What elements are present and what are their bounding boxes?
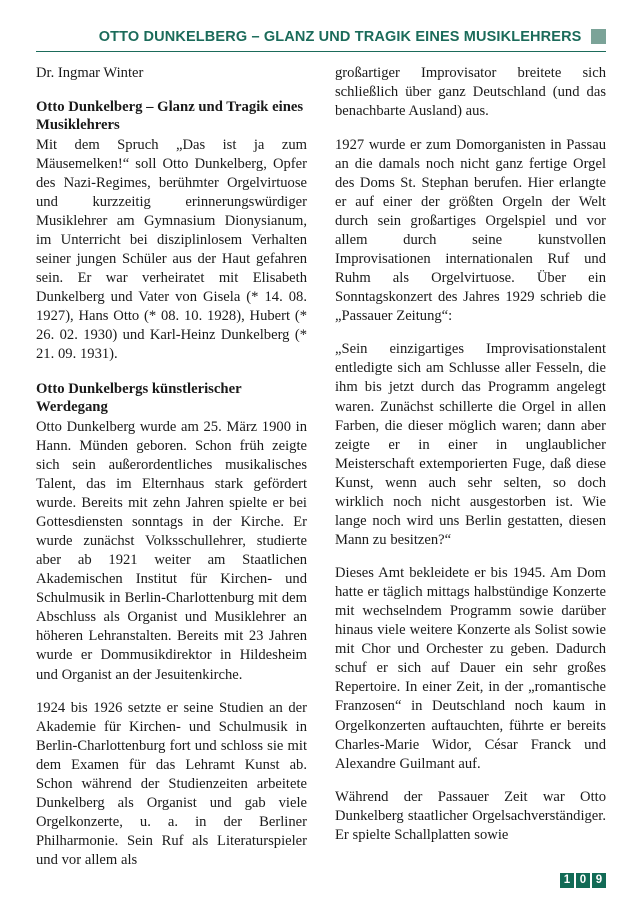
paragraph-left-2: Otto Dunkelberg wurde am 25. März 1900 in Hann. Münden geboren. Schon früh zeigte sich sein außerordentliches musikalisches Talent, das im Elternhaus stark gefördert wurde. Bereits mit zehn Jahren spielte er bei Gottesdiensten sonntags in der Kirche. Er wurde zunächst Volksschullehrer, studierte aber ab 1921 weiter am Staatlichen Akademischen Institut für Kirchen- und Schulmusik in Berlin-Charlottenburg mit dem Abschluss als Organist und Musiklehrer an höheren Lehranstalten. Bereits mit 23 Jahren wurde er Dommusikdirektor in Hildesheim und Organist an der Jesuitenkirche. bbox=[36, 419, 307, 683]
blockquote-passauer-zeitung: „Sein einzigartiges Improvisationstalent entledigte sich am Schlusse aller Fesseln, die ihm bis jetzt durch das Programm angelegt waren. Zunächst schillerte die Orgel in allen Farben, die dieser möglich waren; dann aber zeigte er in einer in unglaublicher Meisterschaft extemporierten Fuge, daß diese Kunst, wenn auch sehr selten, so doch wirklich noch nicht ausgestorben ist. Wie lange noch wird uns Berlin gestatten, diesen Mann zu besitzen?“ bbox=[335, 341, 606, 548]
section-heading-1: Otto Dunkelberg – Glanz und Tragik eines Musiklehrers bbox=[36, 98, 304, 133]
page-title: OTTO DUNKELBERG – GLANZ UND TRAGIK EINES MUSIKLEHRERS bbox=[99, 27, 582, 45]
folio-digit-ones: 9 bbox=[592, 873, 606, 888]
paragraph-right-3: Dieses Amt bekleidete er bis 1945. Am Dom hatte er täglich mittags halbstündige Konzerte mit wechselndem Programm sowie darüber hinaus viele weitere Konzerte als Solist sowie mit Chor und Orchester zu geben. Dadurch schuf er sich auf Dauer ein sehr großes Repertoire. In einer Zeit, in der „romantische Franzosen“ in Deutschland noch kaum in Orgelkonzerten auftauchten, führte er bereits Charles-Marie Widor, César Franck und Alexandre Guilmant auf. bbox=[335, 565, 606, 772]
column-right bbox=[335, 64, 606, 845]
paragraph-right-4: Während der Passauer Zeit war Otto Dunkelberg staatlicher Orgelsachverständiger. Er spielte Schallplatten sowie bbox=[335, 789, 606, 844]
author-byline: Dr. Ingmar Winter bbox=[36, 65, 144, 81]
header-line bbox=[36, 26, 606, 46]
column-left bbox=[36, 64, 307, 870]
header-square-marker bbox=[591, 29, 606, 44]
article-body bbox=[36, 64, 606, 869]
section-heading-2: Otto Dunkelbergs künstlerischer Werdegang bbox=[36, 381, 242, 416]
folio-digit-tens: 0 bbox=[576, 873, 590, 888]
paragraph-left-3: 1924 bis 1926 setzte er seine Studien an der Akademie für Kirchen- und Schulmusik in Berlin-Charlottenburg fort und schloss sie mit dem Examen für das Lehramt Kunst ab. Schon während der Studienzeiten arbeitete Dunkelberg als Organist und gab viele Orgelkonzerte, u. a. in der Berliner Philharmonie. Sein Ruf als Literaturspieler und vor allem als bbox=[36, 700, 307, 869]
header-divider-rule bbox=[36, 51, 606, 52]
paragraph-right-1: großartiger Improvisator breitete sich schließlich über ganz Deutschland (und das benachbarte Ausland) aus. bbox=[335, 65, 606, 120]
page-running-header bbox=[36, 26, 606, 54]
paragraph-left-1: Mit dem Spruch „Das ist ja zum Mäusemelken!“ soll Otto Dunkelberg, Opfer des Nazi-Regimes, berühmter Orgelvirtuose und kurzzeitig erinnerungswürdiger Musiklehrer am Gymnasium Dionysianum, im Unterricht bei disziplinlosem Verhalten seiner jungen Schüler aus der Haut gefahren sein. Er war verheiratet mit Elisabeth Dunkelberg und Vater von Gisela (* 14. 08. 1927), Hans Otto (* 08. 10. 1928), Hubert (* 26. 02. 1930) und Karl-Heinz Dunkelberg (* 21. 09. 1931). bbox=[36, 136, 307, 363]
paragraph-right-2: 1927 wurde er zum Domorganisten in Passau an die damals noch nicht ganz fertige Orgel des Doms St. Stephan berufen. Hier erlangte er auf einer der größten Orgeln der Welt durch sein großartiges Orgelspiel und vor allem durch seine kunstvollen Improvisationen internationalen Ruf und Ruhm als Orgelvirtuose. Über ein Sonntagskonzert des Jahres 1929 schrieb die „Passauer Zeitung“: bbox=[335, 136, 606, 324]
folio-digit-hundreds: 1 bbox=[560, 873, 574, 888]
page-number-folio bbox=[560, 873, 606, 888]
